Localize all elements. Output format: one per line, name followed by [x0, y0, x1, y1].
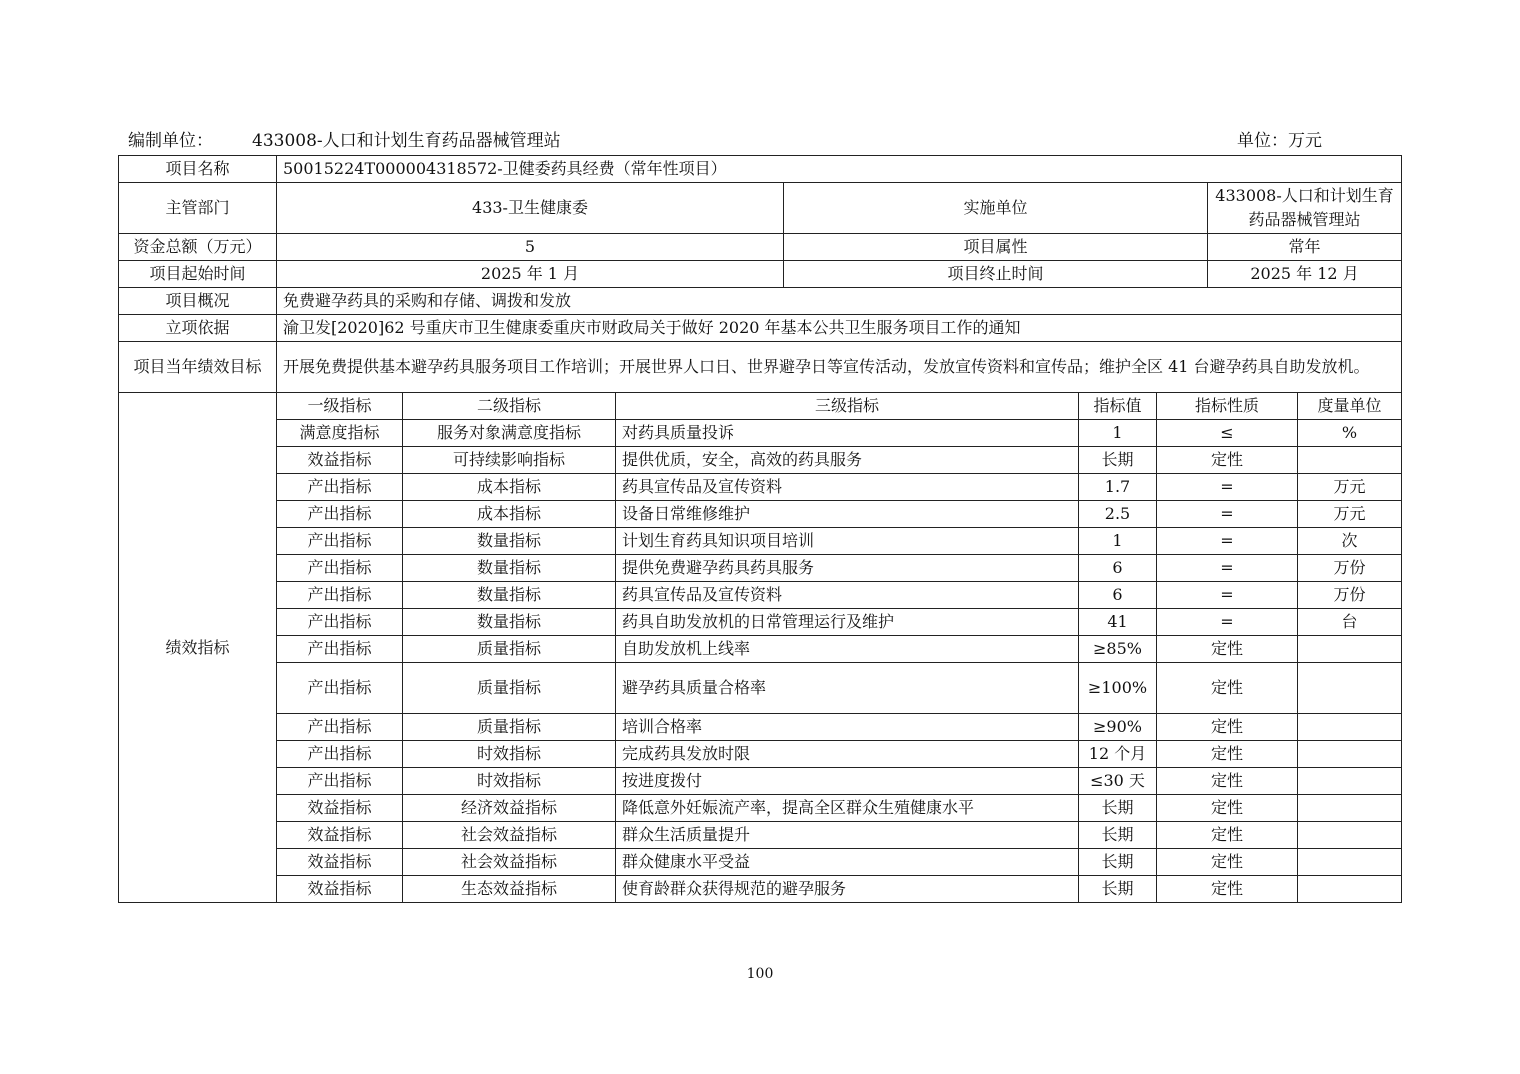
l3-cell: 完成药具发放时限 [616, 741, 1079, 768]
unit-cell: 万份 [1298, 555, 1402, 582]
l3-cell: 避孕药具质量合格率 [616, 663, 1079, 714]
performance-table [118, 155, 1402, 903]
value-cell: ≥90% [1079, 714, 1157, 741]
nature-cell: 定性 [1157, 795, 1298, 822]
l2-cell: 服务对象满意度指标 [403, 420, 616, 447]
unit-cell [1298, 876, 1402, 903]
dept-label: 主管部门 [119, 183, 277, 234]
l2-cell: 数量指标 [403, 582, 616, 609]
perf-row [119, 609, 1402, 636]
document-header [128, 128, 1322, 154]
l1-cell: 效益指标 [277, 447, 403, 474]
l3-cell: 使育龄群众获得规范的避孕服务 [616, 876, 1079, 903]
end-label: 项目终止时间 [784, 261, 1208, 288]
value-cell: 12 个月 [1079, 741, 1157, 768]
perf-row [119, 849, 1402, 876]
impl-label: 实施单位 [784, 183, 1208, 234]
nature-cell: 定性 [1157, 876, 1298, 903]
perf-row [119, 474, 1402, 501]
perf-row [119, 555, 1402, 582]
org-value: 433008-人口和计划生育药品器械管理站 [252, 131, 561, 151]
unit-cell [1298, 636, 1402, 663]
value-cell: 2.5 [1079, 501, 1157, 528]
l1-cell: 产出指标 [277, 501, 403, 528]
l2-cell: 社会效益指标 [403, 822, 616, 849]
nature-cell: 定性 [1157, 447, 1298, 474]
value-cell: 6 [1079, 555, 1157, 582]
page-number: 100 [746, 966, 774, 982]
value-cell: 41 [1079, 609, 1157, 636]
header-l1: 一级指标 [277, 393, 403, 420]
perf-row [119, 420, 1402, 447]
l2-cell: 时效指标 [403, 741, 616, 768]
nature-cell: 定性 [1157, 822, 1298, 849]
value-cell: 6 [1079, 582, 1157, 609]
l1-cell: 产出指标 [277, 582, 403, 609]
goal-value: 开展免费提供基本避孕药具服务项目工作培训；开展世界人口日、世界避孕日等宣传活动，发放宣传资料和宣传品；维护全区 41 台避孕药具自助发放机。 [277, 342, 1402, 393]
l2-cell: 生态效益指标 [403, 876, 616, 903]
value-cell: ≥85% [1079, 636, 1157, 663]
unit-cell: 次 [1298, 528, 1402, 555]
nature-cell: = [1157, 474, 1298, 501]
nature-cell: 定性 [1157, 663, 1298, 714]
unit-cell [1298, 795, 1402, 822]
unit-cell: 万元 [1298, 474, 1402, 501]
perf-section [119, 393, 1402, 903]
unit-cell: % [1298, 420, 1402, 447]
perf-section-label: 绩效指标 [119, 393, 277, 903]
l2-cell: 质量指标 [403, 663, 616, 714]
value-cell: 1.7 [1079, 474, 1157, 501]
value-cell: 1 [1079, 420, 1157, 447]
l1-cell: 效益指标 [277, 795, 403, 822]
l1-cell: 效益指标 [277, 822, 403, 849]
unit-cell [1298, 714, 1402, 741]
nature-cell: = [1157, 582, 1298, 609]
perf-row [119, 663, 1402, 714]
l3-cell: 提供优质，安全，高效的药具服务 [616, 447, 1079, 474]
l3-cell: 药具宣传品及宣传资料 [616, 582, 1079, 609]
unit-cell: 台 [1298, 609, 1402, 636]
goal-label: 项目当年绩效目标 [119, 342, 277, 393]
l1-cell: 产出指标 [277, 636, 403, 663]
value-cell: ≥100% [1079, 663, 1157, 714]
perf-row [119, 822, 1402, 849]
org-label: 编制单位： [128, 131, 213, 151]
unit-cell [1298, 663, 1402, 714]
dept-value: 433-卫生健康委 [277, 183, 784, 234]
fund-label: 资金总额（万元） [119, 234, 277, 261]
fund-value: 5 [277, 234, 784, 261]
value-cell: 1 [1079, 528, 1157, 555]
l1-cell: 产出指标 [277, 714, 403, 741]
nature-cell: = [1157, 555, 1298, 582]
l3-cell: 群众健康水平受益 [616, 849, 1079, 876]
nature-cell: 定性 [1157, 714, 1298, 741]
l1-cell: 效益指标 [277, 876, 403, 903]
l2-cell: 数量指标 [403, 528, 616, 555]
header-unit: 度量单位 [1298, 393, 1402, 420]
l1-cell: 产出指标 [277, 663, 403, 714]
start-value: 2025 年 1 月 [277, 261, 784, 288]
perf-row [119, 795, 1402, 822]
l2-cell: 成本指标 [403, 474, 616, 501]
l3-cell: 群众生活质量提升 [616, 822, 1079, 849]
l1-cell: 产出指标 [277, 474, 403, 501]
header-value: 指标值 [1079, 393, 1157, 420]
project-name-value: 50015224T000004318572-卫健委药具经费（常年性项目） [277, 156, 1402, 183]
unit-cell [1298, 849, 1402, 876]
value-cell: 长期 [1079, 795, 1157, 822]
value-cell: 长期 [1079, 876, 1157, 903]
nature-cell: = [1157, 609, 1298, 636]
l1-cell: 产出指标 [277, 741, 403, 768]
unit-cell [1298, 447, 1402, 474]
nature-cell: 定性 [1157, 741, 1298, 768]
start-label: 项目起始时间 [119, 261, 277, 288]
org-info [128, 128, 561, 154]
attr-value: 常年 [1208, 234, 1402, 261]
perf-row [119, 714, 1402, 741]
unit-cell [1298, 768, 1402, 795]
l3-cell: 培训合格率 [616, 714, 1079, 741]
unit-cell [1298, 741, 1402, 768]
unit-cell [1298, 822, 1402, 849]
end-value: 2025 年 12 月 [1208, 261, 1402, 288]
l2-cell: 可持续影响指标 [403, 447, 616, 474]
l2-cell: 经济效益指标 [403, 795, 616, 822]
l2-cell: 社会效益指标 [403, 849, 616, 876]
l2-cell: 数量指标 [403, 555, 616, 582]
value-cell: 长期 [1079, 447, 1157, 474]
nature-cell: = [1157, 528, 1298, 555]
nature-cell: 定性 [1157, 636, 1298, 663]
l2-cell: 时效指标 [403, 768, 616, 795]
value-cell: 长期 [1079, 822, 1157, 849]
impl-value: 433008-人口和计划生育药品器械管理站 [1208, 183, 1402, 234]
l3-cell: 降低意外妊娠流产率，提高全区群众生殖健康水平 [616, 795, 1079, 822]
l3-cell: 自助发放机上线率 [616, 636, 1079, 663]
l3-cell: 提供免费避孕药具药具服务 [616, 555, 1079, 582]
perf-row [119, 876, 1402, 903]
perf-row [119, 582, 1402, 609]
l1-cell: 满意度指标 [277, 420, 403, 447]
overview-label: 项目概况 [119, 288, 277, 315]
header-l3: 三级指标 [616, 393, 1079, 420]
l1-cell: 效益指标 [277, 849, 403, 876]
basis-label: 立项依据 [119, 315, 277, 342]
perf-row [119, 501, 1402, 528]
basis-value: 渝卫发[2020]62 号重庆市卫生健康委重庆市财政局关于做好 2020 年基本公共卫生服务项目工作的通知 [277, 315, 1402, 342]
l3-cell: 计划生育药具知识项目培训 [616, 528, 1079, 555]
nature-cell: ≤ [1157, 420, 1298, 447]
header-l2: 二级指标 [403, 393, 616, 420]
l1-cell: 产出指标 [277, 528, 403, 555]
nature-cell: 定性 [1157, 768, 1298, 795]
header-nature: 指标性质 [1157, 393, 1298, 420]
l1-cell: 产出指标 [277, 768, 403, 795]
nature-cell: = [1157, 501, 1298, 528]
l3-cell: 按进度拨付 [616, 768, 1079, 795]
l3-cell: 对药具质量投诉 [616, 420, 1079, 447]
l2-cell: 质量指标 [403, 636, 616, 663]
nature-cell: 定性 [1157, 849, 1298, 876]
info-section [119, 156, 1402, 393]
perf-row [119, 447, 1402, 474]
project-name-label: 项目名称 [119, 156, 277, 183]
value-cell: 长期 [1079, 849, 1157, 876]
l2-cell: 成本指标 [403, 501, 616, 528]
unit-text: 单位：万元 [1237, 131, 1322, 151]
unit-cell: 万份 [1298, 582, 1402, 609]
perf-row [119, 636, 1402, 663]
overview-value: 免费避孕药具的采购和存储、调拨和发放 [277, 288, 1402, 315]
unit-cell: 万元 [1298, 501, 1402, 528]
l1-cell: 产出指标 [277, 609, 403, 636]
perf-row [119, 741, 1402, 768]
l3-cell: 药具自助发放机的日常管理运行及维护 [616, 609, 1079, 636]
perf-row [119, 768, 1402, 795]
l3-cell: 设备日常维修维护 [616, 501, 1079, 528]
l1-cell: 产出指标 [277, 555, 403, 582]
value-cell: ≤30 天 [1079, 768, 1157, 795]
perf-row [119, 528, 1402, 555]
attr-label: 项目属性 [784, 234, 1208, 261]
l2-cell: 数量指标 [403, 609, 616, 636]
l2-cell: 质量指标 [403, 714, 616, 741]
l3-cell: 药具宣传品及宣传资料 [616, 474, 1079, 501]
